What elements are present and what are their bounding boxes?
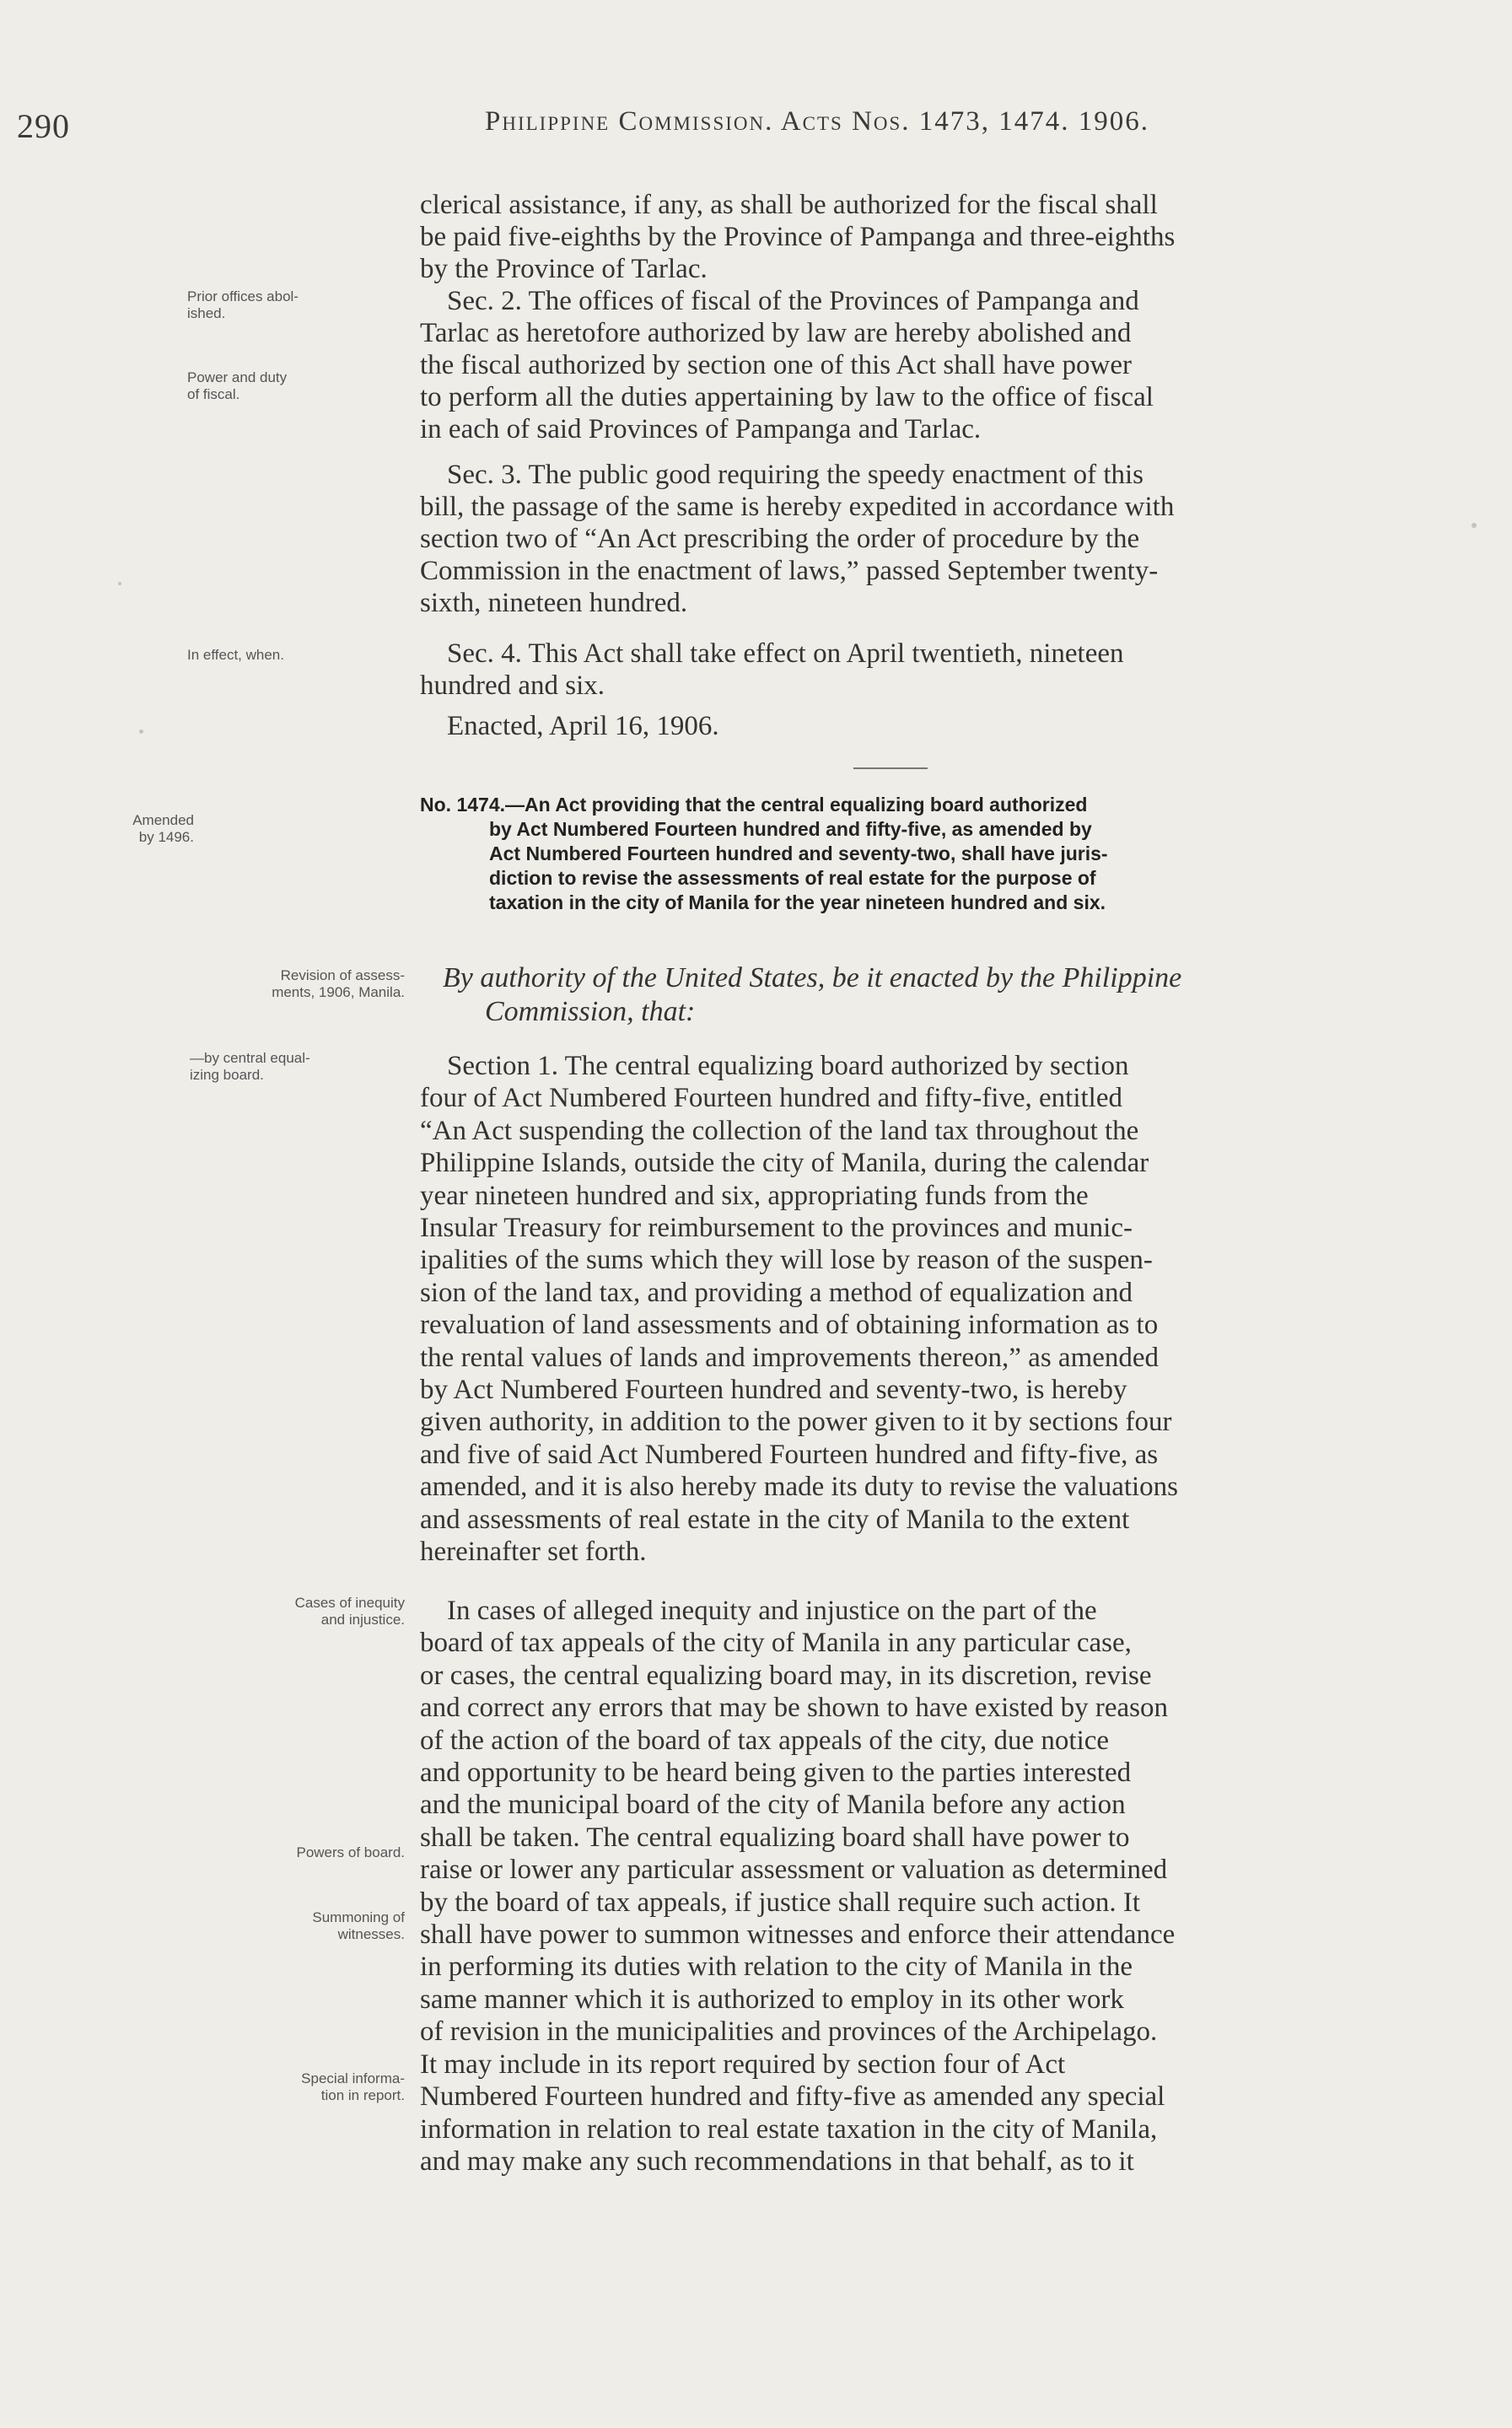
margin-note-powers: Powers of board. xyxy=(296,1844,405,1860)
text-line: sion of the land tax, and providing a method of equalization and xyxy=(420,1277,1133,1308)
scan-speck xyxy=(139,729,143,734)
margin-note-in-effect: In effect, when. xyxy=(187,647,284,663)
section-divider xyxy=(853,767,928,769)
text-line: revaluation of land assessments and of obtaining information as to xyxy=(420,1310,1159,1341)
text-line: by Act Numbered Fourteen hundred and seventy-two, is hereby xyxy=(420,1375,1127,1406)
text-line: four of Act Numbered Fourteen hundred and fifty-five, entitled xyxy=(420,1083,1122,1114)
text-line: information in relation to real estate taxation in the city of Manila, xyxy=(420,2113,1158,2145)
margin-note-summoning: Summoning of witnesses. xyxy=(312,1909,405,1942)
text-line: hereinafter set forth. xyxy=(420,1537,647,1568)
text-line: “An Act suspending the collection of the land tax throughout the xyxy=(420,1115,1139,1146)
margin-note-power-duty: Power and duty of fiscal. xyxy=(187,369,288,402)
scan-speck xyxy=(1472,523,1477,528)
text-line: of revision in the municipalities and provinces of the Archipelago. xyxy=(420,2016,1158,2048)
page-number: 290 xyxy=(17,107,70,145)
text-line: It may include in its report required by section four of Act xyxy=(420,2048,1066,2080)
text-line: given authority, in addition to the power given to it by sections four xyxy=(420,1407,1172,1438)
act-1473-section-3: Sec. 3. The public good requiring the speedy enactment of this bill, the passage of the same is hereby expedited in accordance with section two of “An Act prescribing the order of procedure by the Commission in the enactment of laws,” passed September twenty- sixth, nineteen hundred. xyxy=(420,460,1175,618)
text-line: and five of said Act Numbered Fourteen hundred and fifty-five, as xyxy=(420,1439,1159,1470)
text-line: year nineteen hundred and six, appropriating funds from the xyxy=(420,1180,1089,1211)
enacting-clause: By authority of the United States, be it enacted by the Philippine Commission, that: xyxy=(443,962,1182,1027)
text-line: Section 1. The central equalizing board authorized by section xyxy=(447,1051,1129,1081)
text-line: of the action of the board of tax appeals of the city, due notice xyxy=(420,1725,1110,1756)
margin-note-cases: Cases of inequity and injustice. xyxy=(294,1595,405,1628)
text-line: same manner which it is authorized to employ in its other work xyxy=(420,1984,1124,2015)
text-line: Numbered Fourteen hundred and fifty-five as amended any special xyxy=(420,2081,1165,2113)
text-line: and opportunity to be heard being given to the parties interested xyxy=(420,1758,1132,1789)
text-line: shall be taken. The central equalizing board shall have power to xyxy=(420,1822,1130,1853)
scan-speck xyxy=(118,582,121,585)
text-line: and correct any errors that may be shown to have existed by reason xyxy=(420,1693,1169,1724)
act-1473-section-2: Sec. 2. The offices of fiscal of the Provinces of Pampanga and Tarlac as heretofore authorized by law are hereby abolished and the fiscal authorized by section one of this Act shall have power to perform all the duties appertaining by law to the office of fiscal in each of said Provinces of Pampanga and Tarlac. xyxy=(420,286,1154,444)
margin-note-prior-offices: Prior offices abol- ished. xyxy=(187,288,299,321)
act-1473-clerical-paragraph: clerical assistance, if any, as shall be authorized for the fiscal shall be paid five-eighths by the Province of Pampanga and three-eighths by the Province of Tarlac. xyxy=(420,190,1176,284)
text-line: shall have power to summon witnesses and enforce their attendance xyxy=(420,1919,1176,1951)
act-1473-enacted-date: Enacted, April 16, 1906. xyxy=(447,711,719,741)
text-line: and assessments of real estate in the city of Manila to the extent xyxy=(420,1504,1130,1535)
text-line: ipalities of the sums which they will lose by reason of the suspen- xyxy=(420,1245,1153,1276)
act-1474-inequity-paragraph xyxy=(420,1595,1398,2178)
margin-note-special: Special informa- tion in report. xyxy=(301,2070,405,2103)
text-line: and the municipal board of the city of Manila before any action xyxy=(420,1790,1126,1821)
text-line: amended, and it is also hereby made its duty to revise the valuations xyxy=(420,1472,1179,1503)
text-line: Philippine Islands, outside the city of Manila, during the calendar xyxy=(420,1148,1149,1179)
text-line: by the board of tax appeals, if justice shall require such action. It xyxy=(420,1887,1141,1918)
margin-note-by-board: —by central equal- izing board. xyxy=(190,1050,310,1083)
margin-note-revision: Revision of assess- ments, 1906, Manila. xyxy=(272,967,405,1000)
running-head: Philippine Commission. Acts Nos. 1473, 1474. 1906. xyxy=(485,106,1150,137)
text-line: or cases, the central equalizing board may, in its discretion, revise xyxy=(420,1660,1152,1691)
text-line: in performing its duties with relation to the city of Manila in the xyxy=(420,1952,1133,1983)
text-line: and may make any such recommendations in that behalf, as to it xyxy=(420,2145,1134,2177)
text-line: the rental values of lands and improvements thereon,” as amended xyxy=(420,1342,1160,1373)
act-1473-section-4: Sec. 4. This Act shall take effect on April twentieth, nineteen hundred and six. xyxy=(420,638,1124,701)
text-line: raise or lower any particular assessment or valuation as determined xyxy=(420,1855,1168,1886)
act-1474-title: No. 1474.—An Act providing that the central equalizing board authorized by Act Numbered Fourteen hundred and fifty-five, as amended by Act Numbered Fourteen hundred and seventy-two, shall have juris- diction to revise the assessments of real estate for the purpose of taxation in the city of Manila for the year nineteen hundred and six. xyxy=(420,794,1108,913)
margin-note-amended: Amended by 1496. xyxy=(132,812,194,845)
text-line: Insular Treasury for reimbursement to the provinces and munic- xyxy=(420,1213,1133,1244)
text-line: board of tax appeals of the city of Manila in any particular case, xyxy=(420,1628,1132,1659)
act-1474-section-1 xyxy=(420,1050,1398,1569)
text-line: In cases of alleged inequity and injustice on the part of the xyxy=(447,1596,1097,1626)
